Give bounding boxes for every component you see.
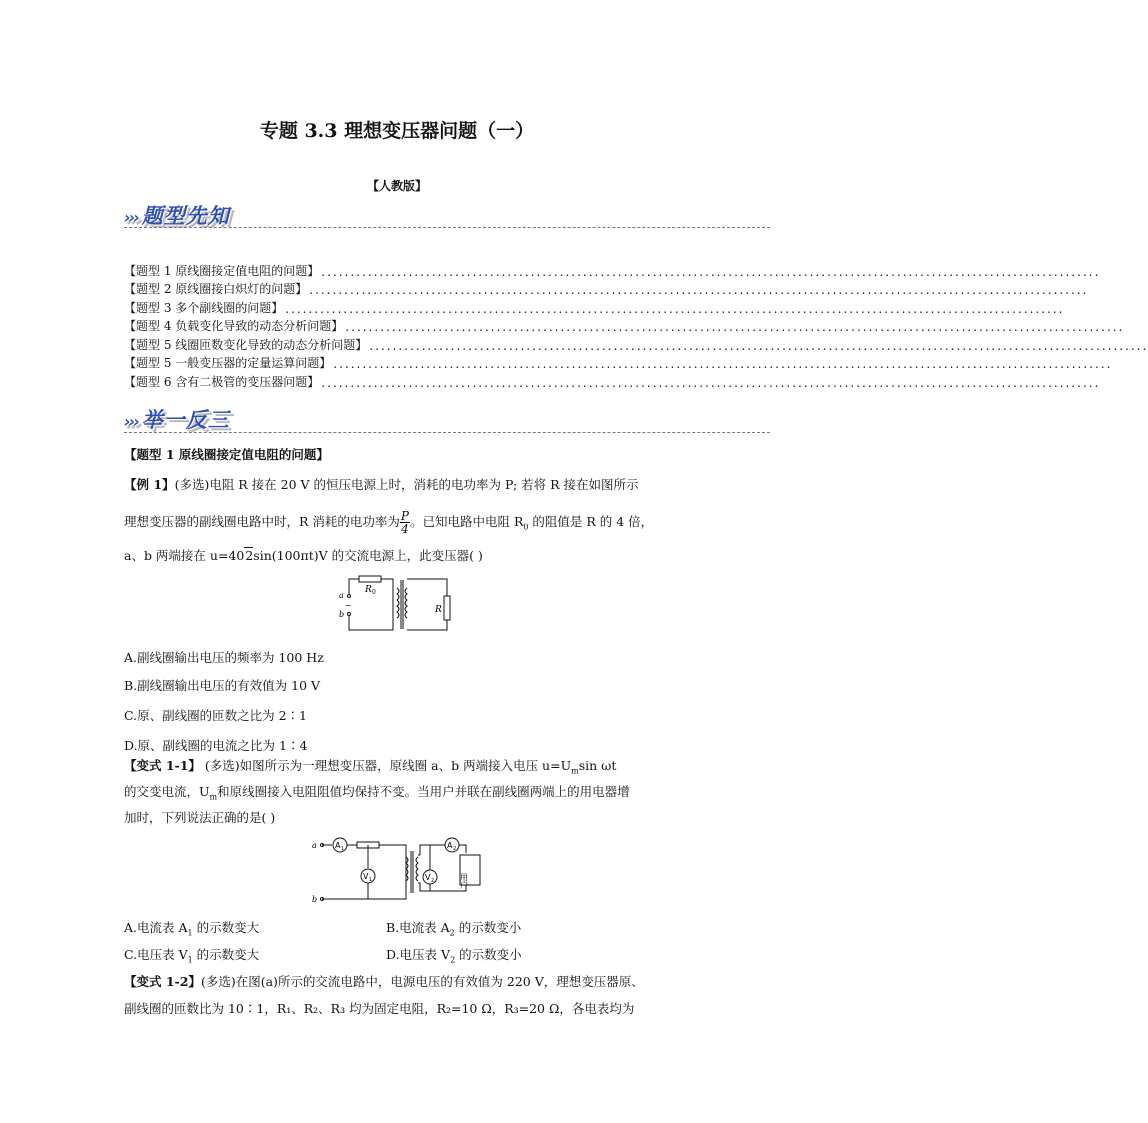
table-of-contents (124, 260, 1148, 390)
variant-1-1-line-1: 【变式 1-1】 (多选)如图所示为一理想变压器，原线圈 a、b 两端接入电压 $u=U_m\sin$ ωt (124, 758, 617, 776)
banner-practice (124, 404, 230, 434)
toc-item[interactable]: 【题型 4 负载变化导致的动态分析问题】 ...................................................................................................................................... (124, 319, 1125, 334)
label-a: a (312, 841, 317, 850)
toc-item[interactable]: 【题型 5 线圈匝数变化导致的动态分析问题】 ...................................................................................................................................... (124, 337, 1148, 353)
option-a[interactable]: A.副线圈输出电压的频率为 100 Hz (124, 650, 324, 665)
label-r0: R (365, 585, 372, 595)
example-1-line-1: 【例 1】(多选)电阻 R 接在 20 V 的恒压电源上时，消耗的电功率为 P; 若将 R 接在如图所示 (124, 477, 639, 492)
svg-text:1: 1 (369, 877, 373, 883)
svg-text:2: 2 (453, 846, 457, 852)
banner-text: 题型先知 (141, 204, 230, 228)
ammeter-a1-icon: A (335, 841, 341, 850)
svg-text:2: 2 (431, 878, 435, 884)
toc-item[interactable]: 【题型 5 一般变压器的定量运算问题】 ...................................................................................................................................... (124, 356, 1113, 371)
option-d[interactable]: D.原、副线圈的电流之比为 1∶4 (124, 738, 308, 753)
option-b[interactable]: B.电流表 $A_2$ 的示数变小 (386, 920, 522, 938)
variant-1-1-line-2: 的交变电流，$U_m$和原线圈接入电阻阻值均保持不变。当用户并联在副线圈两端上的用电器增 (124, 784, 630, 802)
label-r: R (435, 605, 442, 615)
voltmeter-v1-icon: V (363, 872, 369, 881)
svg-text:0: 0 (372, 589, 376, 596)
label-b: b (339, 610, 345, 619)
ammeter-a2-icon: A (447, 841, 453, 850)
figure-transformer-circuit-1 (335, 574, 465, 636)
banner-text: 举一反三 (141, 408, 230, 432)
variant-1-1-line-3: 加时，下列说法正确的是( ) (124, 810, 276, 825)
option-a[interactable]: A.电流表 $A_1$ 的示数变大 (124, 920, 260, 938)
banner-type-preview (124, 200, 230, 230)
label-a: a (339, 591, 344, 600)
figure-transformer-circuit-2 (310, 833, 500, 907)
divider (124, 432, 770, 433)
toc-item[interactable]: 【题型 2 原线圈接白炽灯的问题】 ...................................................................................................................................... (124, 282, 1089, 297)
option-d[interactable]: D.电压表 $V_2$ 的示数变小 (386, 947, 522, 965)
banner-arrows-icon: ››› (124, 412, 138, 431)
variant-1-2-line-1: 【变式 1-2】(多选)在图(a)所示的交流电路中，电源电压的有效值为 220 V，理想变压器原、 (124, 974, 644, 989)
options-row-1 (124, 918, 684, 938)
banner-arrows-icon: ››› (124, 208, 138, 227)
example-1-line-2: 理想变压器的副线圈电路中时，R 消耗的电功率为 $\frac{P}{4}$ 。已知电路中电阻 $R_0$ 的阻值是 R 的 4 倍， (124, 509, 654, 536)
svg-text:1: 1 (341, 846, 345, 852)
label-b: b (312, 895, 318, 904)
toc-item[interactable]: 【题型 3 多个副线圈的问题】 ...................................................................................................................................... (124, 300, 1065, 316)
toc-item[interactable]: 【题型 1 原线圈接定值电阻的问题】 ...................................................................................................................................... (124, 263, 1101, 279)
option-c[interactable]: C.原、副线圈的匝数之比为 2∶1 (124, 708, 307, 723)
voltmeter-v2-icon: V (425, 873, 431, 882)
edition-label: 【人教版】 (366, 179, 427, 193)
options-row-2 (124, 945, 684, 965)
divider (124, 227, 770, 228)
user-load-label: 用户 (459, 873, 469, 889)
section-heading: 【题型 1 原线圈接定值电阻的问题】 (124, 447, 329, 462)
sqrt: 2 (245, 548, 254, 563)
ac-source-icon: ~ (345, 601, 352, 610)
toc-item[interactable]: 【题型 6 含有二极管的变压器问题】 ...................................................................................................................................... (124, 374, 1101, 390)
variant-1-2-line-2: 副线圈的匝数比为 10∶1，R₁、R₂、R₃ 均为固定电阻，R₂=10 Ω，R₃=20 Ω，各电表均为 (124, 1001, 635, 1016)
option-c[interactable]: C.电压表 $V_1$ 的示数变大 (124, 947, 260, 965)
page-title: 专题 3.3 理想变压器问题（一） (259, 120, 535, 142)
example-1-line-3: a、b 两端接在 u=402sin(100πt)V 的交流电源上，此变压器( ) (124, 548, 483, 563)
fraction: $\frac{P}{4}$ (400, 509, 409, 536)
option-b[interactable]: B.副线圈输出电压的有效值为 10 V (124, 678, 321, 693)
